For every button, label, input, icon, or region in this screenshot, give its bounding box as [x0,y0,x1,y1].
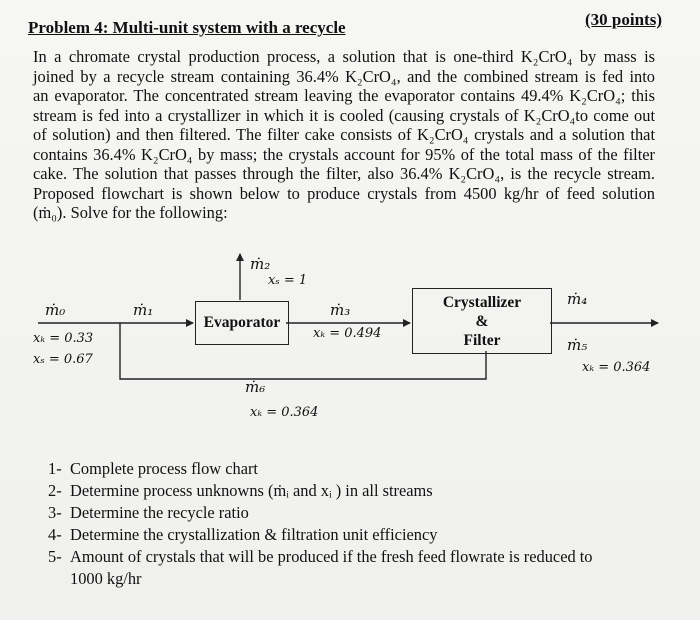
m6-label: ṁ₆ [245,378,266,396]
m3-label: ṁ₃ [330,301,351,319]
statement-line: contains 36.4% K₂CrO₄ by mass; the crystals account for 95% of the total mass of the filter [33,144,655,164]
task-number: 5- [48,547,62,566]
task-number: 3- [48,503,62,522]
crystallizer-filter-box [412,288,552,354]
m5-xk-label: xₖ = 0.364 [582,360,651,375]
task-number: 1- [48,459,62,478]
m0-label: ṁ₀ [45,301,66,319]
statement-line: an evaporator. The concentrated stream leaving the evaporator contains 49.4% K₂CrO₄; this [33,86,655,105]
task-text: Determine process unknowns (ṁᵢ and xᵢ ) in all streams [70,481,433,500]
task-number: 4- [48,525,62,544]
crystallizer-label: Crystallizer [442,293,522,311]
m2-label: ṁ₂ [250,255,271,273]
m5-label: ṁ₅ [567,336,588,354]
task-item [48,502,593,524]
task-text: Complete process flow chart [70,459,258,478]
task-item [48,524,593,546]
m6-xk-label: xₖ = 0.364 [250,405,319,420]
statement-line: Proposed flowchart is shown below to produce crystals from 4500 kg/hr of feed solution [33,183,655,203]
points-label: (30 points) [585,10,662,29]
evaporator-box [195,301,289,345]
task-text-continuation: 1000 kg/hr [70,569,142,588]
m3-xk-label: xₖ = 0.494 [313,326,382,341]
task-text: Amount of crystals that will be produced if the fresh feed flowrate is reduced to [70,547,593,566]
m4-label: ṁ₄ [567,290,588,308]
m0-xs-label: xₛ = 0.67 [33,352,93,367]
task-list [48,458,593,590]
statement-line: (ṁ₀). Solve for the following: [33,203,228,222]
filter-label: Filter [463,331,501,349]
statement-line: cake. The solution that passes through the filter, also 36.4% K₂CrO₄, is the recycle stream. [33,164,655,183]
statement-line: joined by a recycle stream containing 36.4% K₂CrO₄, and the combined stream is fed into [33,66,655,86]
problem-statement [33,47,655,223]
task-number: 2- [48,481,62,500]
m0-xk-label: xₖ = 0.33 [33,331,94,346]
process-flowchart [0,240,700,440]
evaporator-label: Evaporator [203,314,281,331]
m1-label: ṁ₁ [133,301,154,319]
problem-title: Problem 4: Multi-unit system with a recycle [28,18,346,37]
statement-line: of solution) and then filtered. The filter cake consists of K₂CrO₄ crystals and a solution that [33,125,655,144]
task-item [48,458,593,480]
task-text: Determine the crystallization & filtration unit efficiency [70,525,438,544]
statement-line: stream is fed into a crystallizer in which it is cooled (causing crystals of K₂CrO₄to come out [33,105,655,125]
task-item [48,480,593,502]
task-item [48,546,593,568]
ampersand-label: & [475,312,489,330]
statement-line: In a chromate crystal production process, a solution that is one-third K₂CrO₄ by mass is [33,47,655,66]
task-text: Determine the recycle ratio [70,503,249,522]
m2-xs-label: xₛ = 1 [268,273,308,288]
